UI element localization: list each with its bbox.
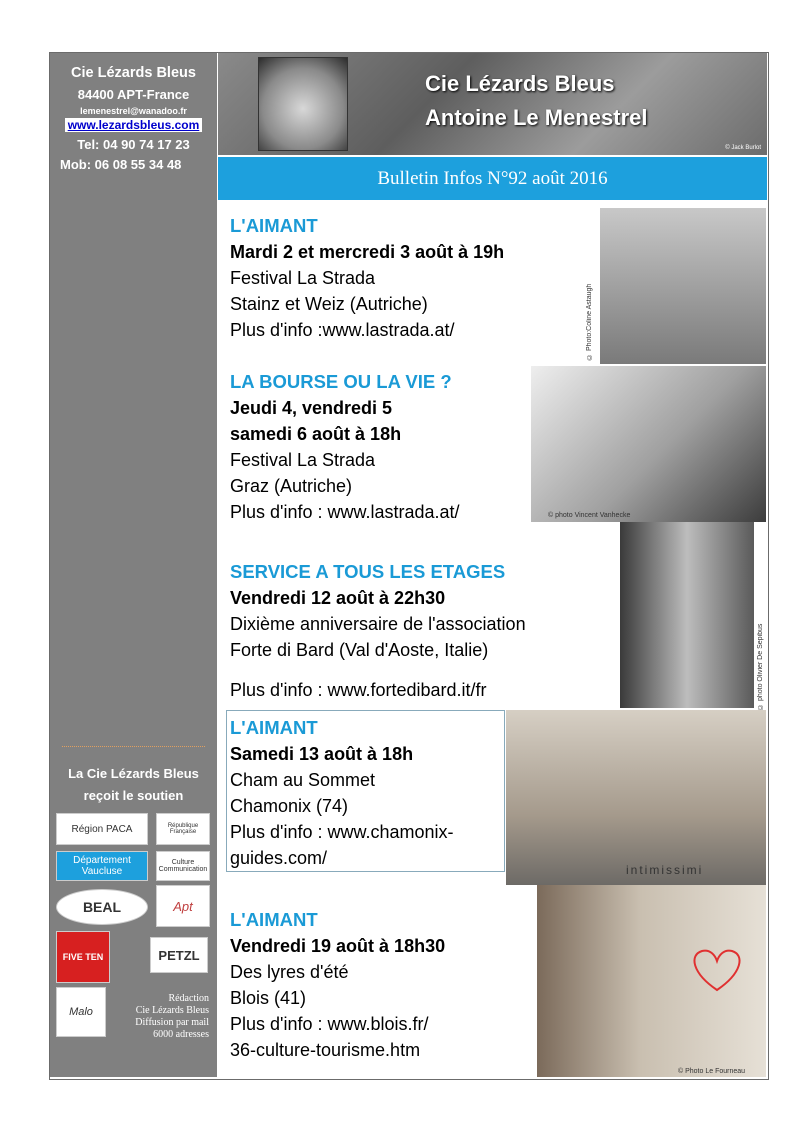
sidebar-support-text: La Cie Lézards Bleus reçoit le soutien (68, 766, 199, 803)
event-photo (620, 522, 754, 708)
header-banner (218, 53, 767, 155)
event-photo (600, 208, 766, 364)
header-title-org: Cie Lézards Bleus (425, 71, 615, 96)
event-bourse-vie (230, 369, 460, 525)
sidebar-city: 84400 APT-France (77, 87, 190, 102)
event-photo (537, 885, 766, 1077)
event-line: Forte di Bard (Val d'Aoste, Italie) (230, 640, 489, 660)
event-title: L'AIMANT (230, 215, 318, 236)
event-line: Festival La Strada (230, 450, 376, 470)
sidebar-tel: Tel: 04 90 74 17 23 (77, 137, 190, 152)
event-title: L'AIMANT (230, 717, 318, 738)
event-line: Blois (41) (230, 988, 307, 1008)
sidebar-divider (62, 746, 205, 747)
event-date: samedi 6 août à 18h (230, 424, 402, 444)
event-aimant-blois (230, 907, 445, 1063)
shop-sign: intimissimi (626, 863, 704, 877)
sidebar-website-link[interactable]: www.lezardsbleus.com (65, 118, 203, 132)
event-date: Vendredi 12 août à 22h30 (230, 588, 446, 608)
header-title-name: Antoine Le Menestrel (425, 105, 648, 130)
event-line: Dixième anniversaire de l'association (230, 614, 526, 634)
event-line: Des lyres d'été (230, 962, 349, 982)
header-photo-credit: © Jack Burlot (725, 145, 761, 151)
photo-credit: © Photo:Coline Astaugh (586, 283, 593, 360)
logo-vaucluse: Département Vaucluse (56, 851, 148, 881)
logo-apt: Apt (156, 885, 210, 927)
event-service-etages (230, 559, 526, 703)
photo-credit: © photo Vincent Vanhecke (548, 512, 631, 519)
sidebar-org: Cie Lézards Bleus (71, 65, 196, 81)
redaction-line: 6000 adresses (153, 1029, 209, 1040)
event-photo (506, 710, 766, 885)
event-photo (531, 366, 766, 522)
event-title: L'AIMANT (230, 909, 318, 930)
event-line[interactable]: guides.com/ (230, 848, 328, 868)
sidebar-redaction (50, 993, 217, 1041)
logo-beal: BEAL (56, 889, 148, 925)
photo-credit: © Photo Le Fourneau (678, 1068, 746, 1075)
event-aimant-strada (230, 213, 504, 343)
event-line: Festival La Strada (230, 268, 376, 288)
logo-petzl: PETZL (150, 937, 208, 973)
event-line: Cham au Sommet (230, 770, 376, 790)
event-line (230, 663, 526, 677)
photo-credit: © photo Olivier De Sepibus (757, 623, 764, 710)
event-date: Jeudi 4, vendredi 5 (230, 398, 393, 418)
event-title: LA BOURSE OU LA VIE ? (230, 371, 452, 392)
logo-five-ten: FIVE TEN (56, 931, 110, 983)
event-date: Mardi 2 et mercredi 3 août à 19h (230, 242, 505, 262)
event-line[interactable]: Plus d'info :www.lastrada.at/ (230, 320, 455, 340)
event-aimant-chamonix (230, 715, 454, 871)
sidebar-mob: Mob: 06 08 55 34 48 (60, 157, 182, 172)
sidebar-email[interactable]: lemenestrel@wanadoo.fr (80, 106, 187, 116)
redaction-line: Diffusion par mail (135, 1017, 209, 1028)
logo-region-paca: Région PACA (56, 813, 148, 845)
event-line[interactable]: 36-culture-tourisme.htm (230, 1040, 421, 1060)
event-line: Chamonix (74) (230, 796, 349, 816)
bulletin-banner: Bulletin Infos N°92 août 2016 (218, 157, 767, 200)
logo-culture: Culture Communication (156, 851, 210, 881)
event-line[interactable]: Plus d'info : www.blois.fr/ (230, 1014, 429, 1034)
redaction-line: Cie Lézards Bleus (135, 1005, 209, 1016)
event-line[interactable]: Plus d'info : www.fortedibard.it/fr (230, 680, 487, 700)
event-date: Vendredi 19 août à 18h30 (230, 936, 446, 956)
sidebar (50, 53, 217, 1077)
event-title: SERVICE A TOUS LES ETAGES (230, 561, 506, 582)
logo-republique-francaise: République Française (156, 813, 210, 845)
event-line: Graz (Autriche) (230, 476, 353, 496)
event-line: Stainz et Weiz (Autriche) (230, 294, 428, 314)
redaction-line: Rédaction (168, 993, 209, 1004)
event-date: Samedi 13 août à 18h (230, 744, 414, 764)
event-line[interactable]: Plus d'info : www.chamonix- (230, 822, 454, 842)
portrait-photo (258, 57, 348, 151)
heart-drawing (687, 945, 747, 995)
event-line[interactable]: Plus d'info : www.lastrada.at/ (230, 502, 460, 522)
logo-malo: Malo (56, 987, 106, 1037)
